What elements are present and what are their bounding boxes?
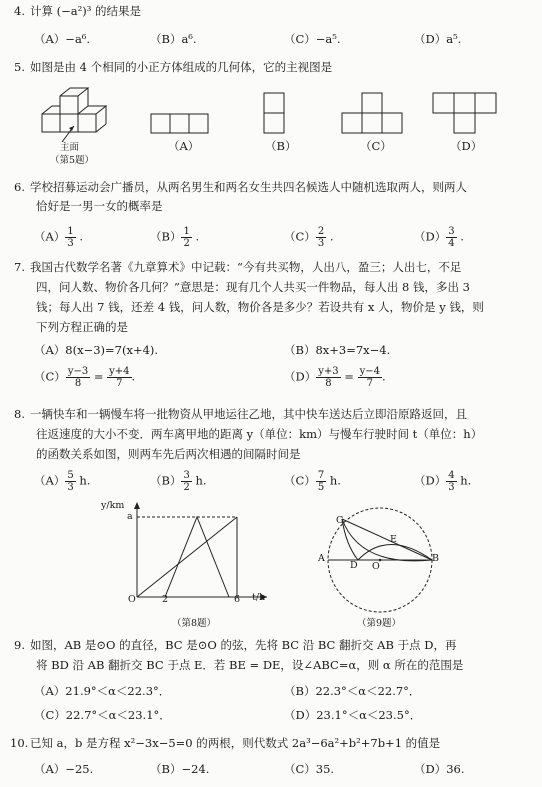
q5-option-a: （A） xyxy=(168,139,200,153)
q9-option-b: （B）22.3°＜α＜22.7°． xyxy=(284,684,421,698)
q9-option-c: （C）22.7°＜α＜23.1°． xyxy=(34,708,171,722)
q9-stem-line2: 将 BD 沿 AB 翻折交 BC 于点 E．若 BE = DE，设∠ABC=α，则 α 所在的范围是 xyxy=(36,658,464,672)
q9-stem-line1: 如图，AB 是⊙O 的直径，BC 是⊙O 的弦，先将 BC 沿 BC 翻折交 AB 于点 D，再 xyxy=(30,638,457,652)
q7-option-c: （C） $\frac{y-3}{8}$ = $\frac{y+4}{7}$ . xyxy=(34,366,136,389)
q6-number: 6. xyxy=(14,180,25,194)
q4-option-a: （A）−a⁶. xyxy=(34,32,91,46)
q9-option-a: （A）21.9°＜α＜22.3°． xyxy=(34,684,171,698)
q5-option-d-figure xyxy=(432,92,498,136)
q9-number: 9. xyxy=(14,638,25,652)
q9-fig-caption: （第9题） xyxy=(357,618,402,629)
q7-stem-line2: 四，问人数、物价各几何？”意思是：现有几个人共买一件物品，每人出 8 钱，多出 3 xyxy=(36,280,470,294)
q5-option-d: （D） xyxy=(450,139,483,153)
q5-front-label: 主面 xyxy=(60,142,80,153)
q8-graph xyxy=(115,500,275,610)
q8-tick-2: 2 xyxy=(162,594,169,605)
q8-tick-6: 6 xyxy=(234,594,241,605)
q8-option-b: （B） $\frac{3}{2}$ h. xyxy=(150,470,207,493)
q7-option-d: （D） $\frac{y+3}{8}$ = $\frac{y-4}{7}$ . xyxy=(284,366,386,389)
q4-stem: 计算 (−a²)³ 的结果是 xyxy=(30,4,141,18)
q6-option-a: （A） $\frac{1}{3}$ . xyxy=(34,226,83,249)
q8-option-c: （C） $\frac{7}{5}$ h. xyxy=(284,470,341,493)
q6-option-b: （B） $\frac{1}{2}$ . xyxy=(150,226,200,249)
q4-number: 4. xyxy=(14,4,25,18)
q6-stem-line2: 恰好是一男一女的概率是 xyxy=(36,199,163,213)
q9-label-o: O xyxy=(372,561,380,572)
q9-label-c: C xyxy=(336,515,344,526)
q9-label-d: D xyxy=(350,560,358,571)
q5-option-c-figure xyxy=(341,92,405,136)
q4-option-b: （B）a⁶. xyxy=(150,32,197,46)
q8-fig-caption: （第8题） xyxy=(172,618,217,629)
q10-stem: 已知 a，b 是方程 x²−3x−5=0 的两根，则代数式 2a³−6a²+b²+7b+1 的值是 xyxy=(30,736,441,750)
q10-option-a: （A）−25. xyxy=(34,762,94,776)
q5-solid-figure xyxy=(40,80,120,155)
q8-tlabel: t/h xyxy=(252,592,266,603)
q7-option-a: （A）8(x−3)=7(x+4). xyxy=(34,343,159,357)
q5-stem: 如图是由 4 个相同的小正方体组成的几何体，它的主视图是 xyxy=(30,60,333,74)
q6-stem-line1: 学校招募运动会广播员，从两名男生和两名女生共四名候选人中随机选取两人，则两人 xyxy=(30,180,467,194)
q7-number: 7. xyxy=(14,260,25,274)
q8-stem-line3: 的函数关系如图，则两车先后两次相遇的间隔时间是 xyxy=(36,447,301,461)
q9-label-e: E xyxy=(390,534,397,545)
q8-origin-label: O xyxy=(128,594,136,605)
q4-option-d: （D）a⁵. xyxy=(414,32,462,46)
q5-option-a-figure xyxy=(150,113,210,135)
q6-option-c: （C） $\frac{2}{3}$ . xyxy=(284,226,334,249)
q7-stem-line1: 我国古代数学名著《九章算术》中记载：“今有共买物，人出八，盈三；人出七，不足 xyxy=(30,260,462,274)
q7-option-b: （B）8x+3=7x−4. xyxy=(284,343,391,357)
q8-number: 8. xyxy=(14,407,25,421)
q9-option-d: （D）23.1°＜α＜23.5°． xyxy=(284,708,422,722)
q6-option-d: （D） $\frac{3}{4}$ . xyxy=(414,226,464,249)
q10-option-c: （C）35. xyxy=(284,762,335,776)
q8-stem-line2: 往返速度的大小不变．两车离甲地的距离 y（单位：km）与慢车行驶时间 t（单位：h） xyxy=(36,427,483,441)
q9-label-b: B xyxy=(432,553,439,564)
q5-option-b-figure xyxy=(263,92,287,136)
q8-stem-line1: 一辆快车和一辆慢车将一批物资从甲地运往乙地，其中快车送达后立即沿原路返回，且 xyxy=(30,407,467,421)
q8-option-d: （D） $\frac{4}{3}$ h. xyxy=(414,470,472,493)
q7-stem-line4: 下列方程正确的是 xyxy=(36,320,128,334)
q5-number: 5. xyxy=(14,60,25,74)
q8-ylabel: y/km xyxy=(101,500,125,511)
q4-option-c: （C）−a⁵. xyxy=(284,32,341,46)
q10-option-b: （B）−24. xyxy=(150,762,210,776)
q7-stem-line3: 钱；每人出 7 钱，还差 4 钱，问人数，物价各是多少？若设共有 x 人，物价是 y 钱，则 xyxy=(36,300,484,314)
q10-option-d: （D）36. xyxy=(414,762,465,776)
q8-a-label: a xyxy=(127,511,133,522)
q5-option-b: （B） xyxy=(265,139,297,153)
q5-option-c: （C） xyxy=(360,139,392,153)
q8-option-a: （A） $\frac{5}{3}$ h. xyxy=(34,470,91,493)
q5-fig-caption: （第5题） xyxy=(50,155,95,166)
q10-number: 10. xyxy=(10,736,29,750)
q9-label-a: A xyxy=(318,553,325,564)
